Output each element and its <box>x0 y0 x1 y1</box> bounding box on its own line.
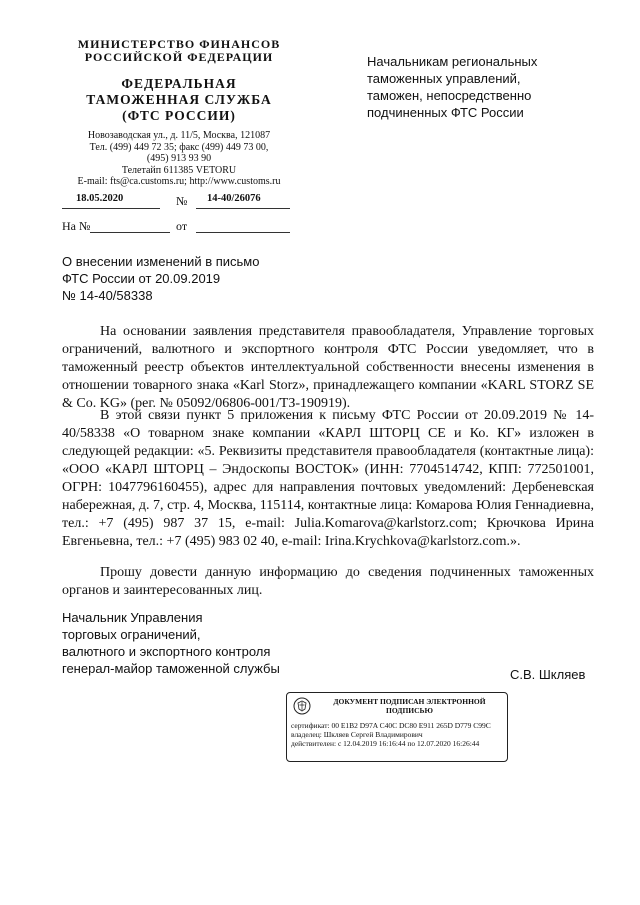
body-paragraph-2 <box>62 407 594 551</box>
stamp-title <box>317 697 502 715</box>
paragraph-3-text: Прошу довести данную информацию до сведения подчиненных таможенных органов и заинтересованных лиц. <box>62 565 594 598</box>
contact-address: Новозаводская ул., д. 11/5, Москва, 121087 <box>87 130 271 141</box>
subject-line-1: О внесении изменений в письмо <box>62 254 260 269</box>
contact-phone: Тел. (499) 449 72 35; факс (499) 449 73 00, <box>89 141 269 153</box>
subject-line-3: № 14-40/58338 <box>62 288 153 303</box>
ministry-line-1: МИНИСТЕРСТВО ФИНАНСОВ <box>77 37 281 51</box>
reference-underline <box>90 232 170 233</box>
signatory-position <box>62 609 322 677</box>
position-line-1: Начальник Управления <box>62 610 203 625</box>
recipient-line-2: таможенных управлений, <box>367 71 521 86</box>
letter-date: 18.05.2020 <box>76 193 124 204</box>
contacts-block <box>54 130 304 188</box>
recipient-line-3: таможен, непосредственно <box>367 88 532 103</box>
contact-phone-2: (495) 913 93 90 <box>146 153 212 164</box>
subject-block <box>62 253 322 304</box>
letter-number: 14-40/26076 <box>207 193 261 204</box>
number-underline <box>196 208 290 209</box>
ministry-line-2: РОССИЙСКОЙ ФЕДЕРАЦИИ <box>84 50 274 64</box>
stamp-title-line-1: ДОКУМЕНТ ПОДПИСАН ЭЛЕКТРОННОЙ <box>333 697 486 706</box>
service-line-2: ТАМОЖЕННАЯ СЛУЖБА <box>86 92 272 107</box>
number-label: № <box>176 194 188 208</box>
recipient-block <box>367 53 597 121</box>
contact-teletype: Телетайп 611385 VETORU <box>121 164 237 176</box>
stamp-details <box>291 721 503 748</box>
body-paragraph-3 <box>62 564 594 600</box>
stamp-certificate: сертификат: 00 E1B2 D97A C40C DC80 E911 265D D779 C99C <box>291 721 491 730</box>
subject-line-2: ФТС России от 20.09.2019 <box>62 271 221 286</box>
recipient-line-1: Начальникам региональных <box>367 54 538 69</box>
paragraph-2-text: В этой связи пункт 5 приложения к письму ФТС России от 20.09.2019 № 14-40/58338 «О товарном знаке компании «КАРЛ ШТОРЦ СЕ и Ко. КГ» изложен в следующей редакции: «5. Реквизиты представителя правообладателя (контактные лица): «ООО «КАРЛ ШТОРЦ – Эндоскопы ВОСТОК» (ИНН: 7704514742, КПП: 772501001, ОГРН: 1047796160455), адрес для направления почтовых уведомлений: Дербеневская набережная, д. 7, стр. 4, Москва, 115114, контактные лица: Комарова Юлия Геннадиевна, тел.: +7 (495) 987 37 15, e-mail: Julia.Komarova@karlstorz.com; Крючкова Ирина Евгеньевна, тел.: +7 (495) 983 02 40, e-mail: Irina.Krychkova@karlstorz.com.». <box>62 408 594 549</box>
service-name <box>54 76 304 124</box>
ministry-name <box>54 38 304 64</box>
from-underline <box>196 232 290 233</box>
emblem-icon <box>293 697 311 715</box>
service-line-3: (ФТС РОССИИ) <box>122 108 236 123</box>
paragraph-1-text: На основании заявления представителя правообладателя, Управление торговых ограничений, валютного и экспортного контроля ФТС России уведомляет, что в таможенный реестр объектов интеллектуальной собственности внесены изменения в отношении товарного знака «Karl Storz», принадлежащего компании «KARL STORZ SE & Co. KG» (рег. № 05092/06806-001/ТЗ-190919). <box>62 324 594 411</box>
stamp-title-line-2: ПОДПИСЬЮ <box>386 706 433 715</box>
body-paragraph-1 <box>62 323 594 413</box>
position-line-3: валютного и экспортного контроля <box>62 644 271 659</box>
electronic-signature-stamp <box>286 692 508 762</box>
service-line-1: ФЕДЕРАЛЬНАЯ <box>121 76 237 91</box>
signatory-name: С.В. Шкляев <box>510 667 586 682</box>
from-label: от <box>176 219 188 233</box>
recipient-line-4: подчиненных ФТС России <box>367 105 524 120</box>
date-underline <box>62 208 160 209</box>
stamp-owner: владелец: Шкляев Сергей Владимирович <box>291 730 423 739</box>
stamp-validity: действителен: с 12.04.2019 16:16:44 по 12.07.2020 16:26:44 <box>291 739 480 748</box>
reference-label: На № <box>62 219 91 233</box>
position-line-2: торговых ограничений, <box>62 627 201 642</box>
contact-email: E-mail: fts@ca.customs.ru; http://www.customs.ru <box>77 176 281 187</box>
position-line-4: генерал-майор таможенной службы <box>62 661 280 676</box>
